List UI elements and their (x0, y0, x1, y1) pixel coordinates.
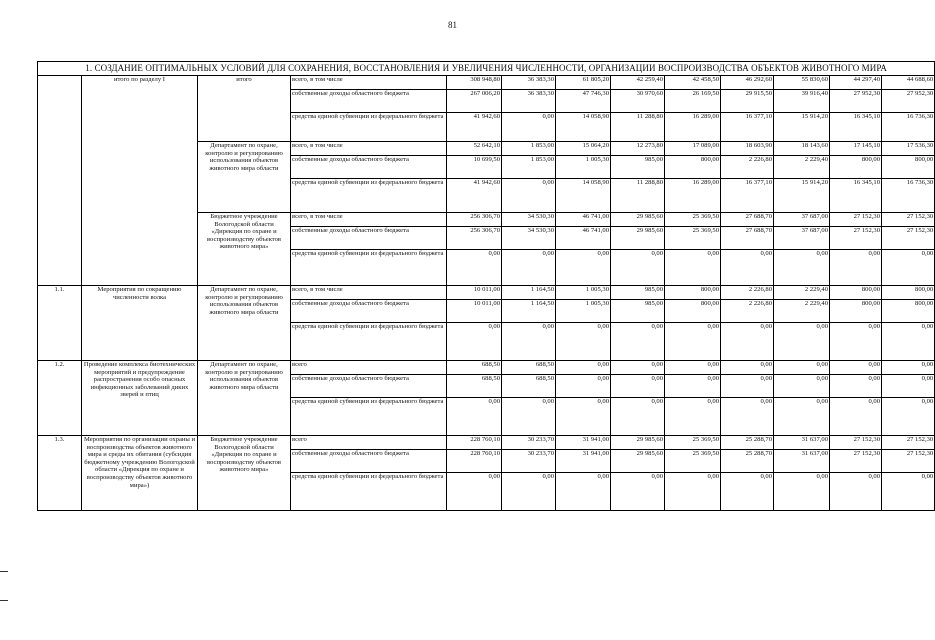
amount-cell: 0,00 (447, 323, 502, 361)
amount-cell: 0,00 (774, 375, 830, 398)
amount-cell: 0,00 (830, 323, 882, 361)
amount-cell: 256 306,70 (447, 213, 502, 227)
amount-cell: 0,00 (774, 250, 830, 286)
amount-cell: 0,00 (665, 473, 721, 511)
amount-cell: 800,00 (882, 156, 935, 179)
amount-cell: 0,00 (882, 375, 935, 398)
executor: Бюджетное учреждение Вологодской области «Дирекция по охране и воспроизводству объектов животного мира» (198, 436, 291, 511)
amount-cell: 29 915,50 (721, 90, 774, 113)
funding-source: собственные доходы областного бюджета (291, 300, 447, 323)
funding-source: всего, в том числе (291, 213, 447, 227)
amount-cell: 1 005,30 (556, 286, 611, 300)
funding-source: средства единой субвенции из федерального бюджета (291, 250, 447, 286)
amount-cell: 1 005,30 (556, 156, 611, 179)
amount-cell: 1 853,00 (502, 156, 556, 179)
amount-cell: 0,00 (665, 375, 721, 398)
amount-cell: 0,00 (882, 250, 935, 286)
amount-cell: 688,50 (502, 361, 556, 375)
amount-cell: 36 383,30 (502, 76, 556, 90)
amount-cell: 0,00 (774, 398, 830, 436)
amount-cell: 2 226,80 (721, 286, 774, 300)
amount-cell: 0,00 (502, 398, 556, 436)
funding-source: всего, в том числе (291, 142, 447, 156)
amount-cell: 15 064,20 (556, 142, 611, 156)
amount-cell: 11 288,80 (611, 179, 665, 213)
amount-cell: 30 233,70 (502, 436, 556, 450)
amount-cell: 16 345,10 (830, 113, 882, 142)
amount-cell: 0,00 (882, 361, 935, 375)
amount-cell: 16 377,10 (721, 179, 774, 213)
funding-source: собственные доходы областного бюджета (291, 156, 447, 179)
amount-cell: 688,50 (447, 361, 502, 375)
amount-cell: 44 688,60 (882, 76, 935, 90)
amount-cell: 0,00 (721, 398, 774, 436)
amount-cell: 800,00 (882, 286, 935, 300)
amount-cell: 0,00 (611, 323, 665, 361)
amount-cell: 27 152,30 (882, 213, 935, 227)
amount-cell: 0,00 (721, 323, 774, 361)
amount-cell: 0,00 (611, 473, 665, 511)
amount-cell: 46 741,00 (556, 227, 611, 250)
amount-cell: 0,00 (882, 323, 935, 361)
amount-cell: 25 369,50 (665, 213, 721, 227)
measure-name: Мероприятия по сокращению численности волка (82, 286, 198, 361)
amount-cell: 26 169,50 (665, 90, 721, 113)
amount-cell: 27 152,30 (882, 450, 935, 473)
table-row (38, 76, 935, 90)
amount-cell: 308 948,80 (447, 76, 502, 90)
amount-cell: 0,00 (830, 398, 882, 436)
page-number: 81 (448, 20, 457, 30)
amount-cell: 985,00 (611, 156, 665, 179)
amount-cell: 27 952,30 (830, 90, 882, 113)
amount-cell: 0,00 (556, 473, 611, 511)
amount-cell: 16 289,00 (665, 179, 721, 213)
amount-cell: 14 058,90 (556, 113, 611, 142)
amount-cell: 29 985,60 (611, 450, 665, 473)
table-row (38, 286, 935, 300)
amount-cell: 31 637,00 (774, 436, 830, 450)
amount-cell: 2 226,80 (721, 156, 774, 179)
amount-cell: 0,00 (774, 473, 830, 511)
amount-cell: 27 152,30 (830, 227, 882, 250)
amount-cell: 29 985,60 (611, 213, 665, 227)
edge-mark (0, 571, 8, 572)
funding-source: средства единой субвенции из федерального бюджета (291, 179, 447, 213)
funding-source: средства единой субвенции из федерального бюджета (291, 473, 447, 511)
funding-source: всего (291, 361, 447, 375)
amount-cell: 0,00 (882, 473, 935, 511)
amount-cell: 256 306,70 (447, 227, 502, 250)
executor: итого (198, 76, 291, 142)
amount-cell: 0,00 (611, 361, 665, 375)
amount-cell: 0,00 (830, 361, 882, 375)
amount-cell: 30 233,70 (502, 450, 556, 473)
measure-name: Мероприятия по организации охраны и воспроизводства объектов животного мира и среды их обитания (субсидия бюджетному учреждению Вологодской области «Дирекция по охране и воспроизводству объектов животного мира») (82, 436, 198, 511)
amount-cell: 34 530,30 (502, 227, 556, 250)
amount-cell: 0,00 (882, 398, 935, 436)
amount-cell: 27 688,70 (721, 227, 774, 250)
amount-cell: 800,00 (830, 300, 882, 323)
amount-cell: 0,00 (556, 323, 611, 361)
item-number: 1.1. (38, 286, 82, 361)
amount-cell: 688,50 (447, 375, 502, 398)
amount-cell: 800,00 (665, 156, 721, 179)
amount-cell: 800,00 (665, 300, 721, 323)
amount-cell: 27 152,30 (830, 450, 882, 473)
amount-cell: 0,00 (502, 250, 556, 286)
item-number: 1.2. (38, 361, 82, 436)
funding-source: собственные доходы областного бюджета (291, 227, 447, 250)
amount-cell: 44 297,40 (830, 76, 882, 90)
funding-source: всего, в том числе (291, 76, 447, 90)
amount-cell: 10 011,00 (447, 300, 502, 323)
amount-cell: 0,00 (830, 250, 882, 286)
amount-cell: 29 985,60 (611, 227, 665, 250)
amount-cell: 30 970,60 (611, 90, 665, 113)
amount-cell: 1 164,50 (502, 300, 556, 323)
amount-cell: 0,00 (665, 250, 721, 286)
section-title: 1. СОЗДАНИЕ ОПТИМАЛЬНЫХ УСЛОВИЙ ДЛЯ СОХРАНЕНИЯ, ВОССТАНОВЛЕНИЯ И УВЕЛИЧЕНИЯ ЧИСЛЕННОСТИ, ОРГАНИЗАЦИИ ВОСПРОИЗВОДСТВА ОБЪЕКТОВ ЖИВОТНОГО МИРА (38, 62, 935, 76)
amount-cell: 31 941,00 (556, 436, 611, 450)
amount-cell: 0,00 (611, 375, 665, 398)
amount-cell: 2 229,40 (774, 286, 830, 300)
funding-source: средства единой субвенции из федерального бюджета (291, 113, 447, 142)
amount-cell: 0,00 (556, 398, 611, 436)
amount-cell: 25 288,70 (721, 436, 774, 450)
amount-cell: 0,00 (502, 473, 556, 511)
amount-cell: 0,00 (447, 398, 502, 436)
amount-cell: 2 229,40 (774, 156, 830, 179)
amount-cell: 27 152,30 (882, 227, 935, 250)
funding-source: собственные доходы областного бюджета (291, 90, 447, 113)
amount-cell: 39 916,40 (774, 90, 830, 113)
executor: Бюджетное учреждение Вологодской области «Дирекция по охране и воспроизводству объектов животного мира» (198, 213, 291, 286)
amount-cell: 1 005,30 (556, 300, 611, 323)
amount-cell: 17 536,30 (882, 142, 935, 156)
measure-name: итого по разделу I (82, 76, 198, 286)
amount-cell: 0,00 (830, 473, 882, 511)
amount-cell: 25 369,50 (665, 227, 721, 250)
amount-cell: 2 226,80 (721, 300, 774, 323)
amount-cell: 14 058,90 (556, 179, 611, 213)
item-number: 1.3. (38, 436, 82, 511)
amount-cell: 0,00 (721, 473, 774, 511)
amount-cell: 985,00 (611, 286, 665, 300)
amount-cell: 0,00 (774, 323, 830, 361)
item-number (38, 76, 82, 286)
amount-cell: 31 637,00 (774, 450, 830, 473)
amount-cell: 688,50 (502, 375, 556, 398)
amount-cell: 12 273,80 (611, 142, 665, 156)
funding-source: собственные доходы областного бюджета (291, 375, 447, 398)
amount-cell: 17 089,00 (665, 142, 721, 156)
amount-cell: 228 760,10 (447, 450, 502, 473)
amount-cell: 0,00 (556, 361, 611, 375)
amount-cell: 0,00 (556, 250, 611, 286)
amount-cell: 15 914,20 (774, 113, 830, 142)
amount-cell: 25 288,70 (721, 450, 774, 473)
amount-cell: 1 853,00 (502, 142, 556, 156)
amount-cell: 0,00 (502, 179, 556, 213)
funding-source: всего, в том числе (291, 286, 447, 300)
amount-cell: 17 145,10 (830, 142, 882, 156)
edge-mark (0, 600, 8, 601)
funding-source: средства единой субвенции из федерального бюджета (291, 323, 447, 361)
amount-cell: 800,00 (665, 286, 721, 300)
amount-cell: 27 152,30 (830, 436, 882, 450)
amount-cell: 800,00 (882, 300, 935, 323)
amount-cell: 0,00 (611, 398, 665, 436)
funding-source: средства единой субвенции из федерального бюджета (291, 398, 447, 436)
amount-cell: 0,00 (665, 323, 721, 361)
amount-cell: 34 530,30 (502, 213, 556, 227)
amount-cell: 800,00 (830, 286, 882, 300)
amount-cell: 16 377,10 (721, 113, 774, 142)
amount-cell: 10 699,50 (447, 156, 502, 179)
amount-cell: 27 952,30 (882, 90, 935, 113)
amount-cell: 15 914,20 (774, 179, 830, 213)
amount-cell: 11 288,80 (611, 113, 665, 142)
amount-cell: 16 345,10 (830, 179, 882, 213)
amount-cell: 55 830,60 (774, 76, 830, 90)
amount-cell: 46 741,00 (556, 213, 611, 227)
amount-cell: 0,00 (665, 361, 721, 375)
amount-cell: 46 292,60 (721, 76, 774, 90)
amount-cell: 41 942,60 (447, 113, 502, 142)
amount-cell: 41 942,60 (447, 179, 502, 213)
amount-cell: 42 458,50 (665, 76, 721, 90)
amount-cell: 16 736,30 (882, 179, 935, 213)
executor: Департамент по охране, контролю и регулированию использования объектов животного мира области (198, 361, 291, 436)
amount-cell: 31 941,00 (556, 450, 611, 473)
amount-cell: 25 369,50 (665, 436, 721, 450)
amount-cell: 0,00 (556, 375, 611, 398)
amount-cell: 10 011,00 (447, 286, 502, 300)
budget-table (37, 61, 935, 511)
amount-cell: 0,00 (502, 113, 556, 142)
amount-cell: 36 383,30 (502, 90, 556, 113)
amount-cell: 27 152,30 (830, 213, 882, 227)
amount-cell: 0,00 (721, 361, 774, 375)
section-title-row (38, 62, 935, 76)
measure-name: Проведение комплекса биотехнических мероприятий и предупреждение распространения особо опасных инфекционных заболеваний диких зверей и птиц (82, 361, 198, 436)
amount-cell: 1 164,50 (502, 286, 556, 300)
amount-cell: 18 603,90 (721, 142, 774, 156)
amount-cell: 0,00 (665, 398, 721, 436)
amount-cell: 37 687,00 (774, 227, 830, 250)
executor: Департамент по охране, контролю и регулированию использования объектов животного мира области (198, 286, 291, 361)
funding-source: всего (291, 436, 447, 450)
amount-cell: 25 369,50 (665, 450, 721, 473)
amount-cell: 0,00 (447, 473, 502, 511)
amount-cell: 16 736,30 (882, 113, 935, 142)
amount-cell: 267 006,20 (447, 90, 502, 113)
amount-cell: 228 760,10 (447, 436, 502, 450)
table-row (38, 436, 935, 450)
amount-cell: 0,00 (447, 250, 502, 286)
amount-cell: 0,00 (774, 361, 830, 375)
amount-cell: 0,00 (721, 250, 774, 286)
amount-cell: 0,00 (502, 323, 556, 361)
amount-cell: 52 642,10 (447, 142, 502, 156)
amount-cell: 800,00 (830, 156, 882, 179)
amount-cell: 27 152,30 (882, 436, 935, 450)
amount-cell: 2 229,40 (774, 300, 830, 323)
amount-cell: 985,00 (611, 300, 665, 323)
amount-cell: 37 687,00 (774, 213, 830, 227)
amount-cell: 18 143,60 (774, 142, 830, 156)
amount-cell: 0,00 (830, 375, 882, 398)
table-row (38, 361, 935, 375)
executor: Департамент по охране, контролю и регулированию использования объектов животного мира области (198, 142, 291, 213)
amount-cell: 27 688,70 (721, 213, 774, 227)
funding-source: собственные доходы областного бюджета (291, 450, 447, 473)
amount-cell: 0,00 (721, 375, 774, 398)
amount-cell: 16 289,00 (665, 113, 721, 142)
amount-cell: 61 805,20 (556, 76, 611, 90)
amount-cell: 0,00 (611, 250, 665, 286)
amount-cell: 42 259,40 (611, 76, 665, 90)
amount-cell: 47 746,30 (556, 90, 611, 113)
amount-cell: 29 985,60 (611, 436, 665, 450)
